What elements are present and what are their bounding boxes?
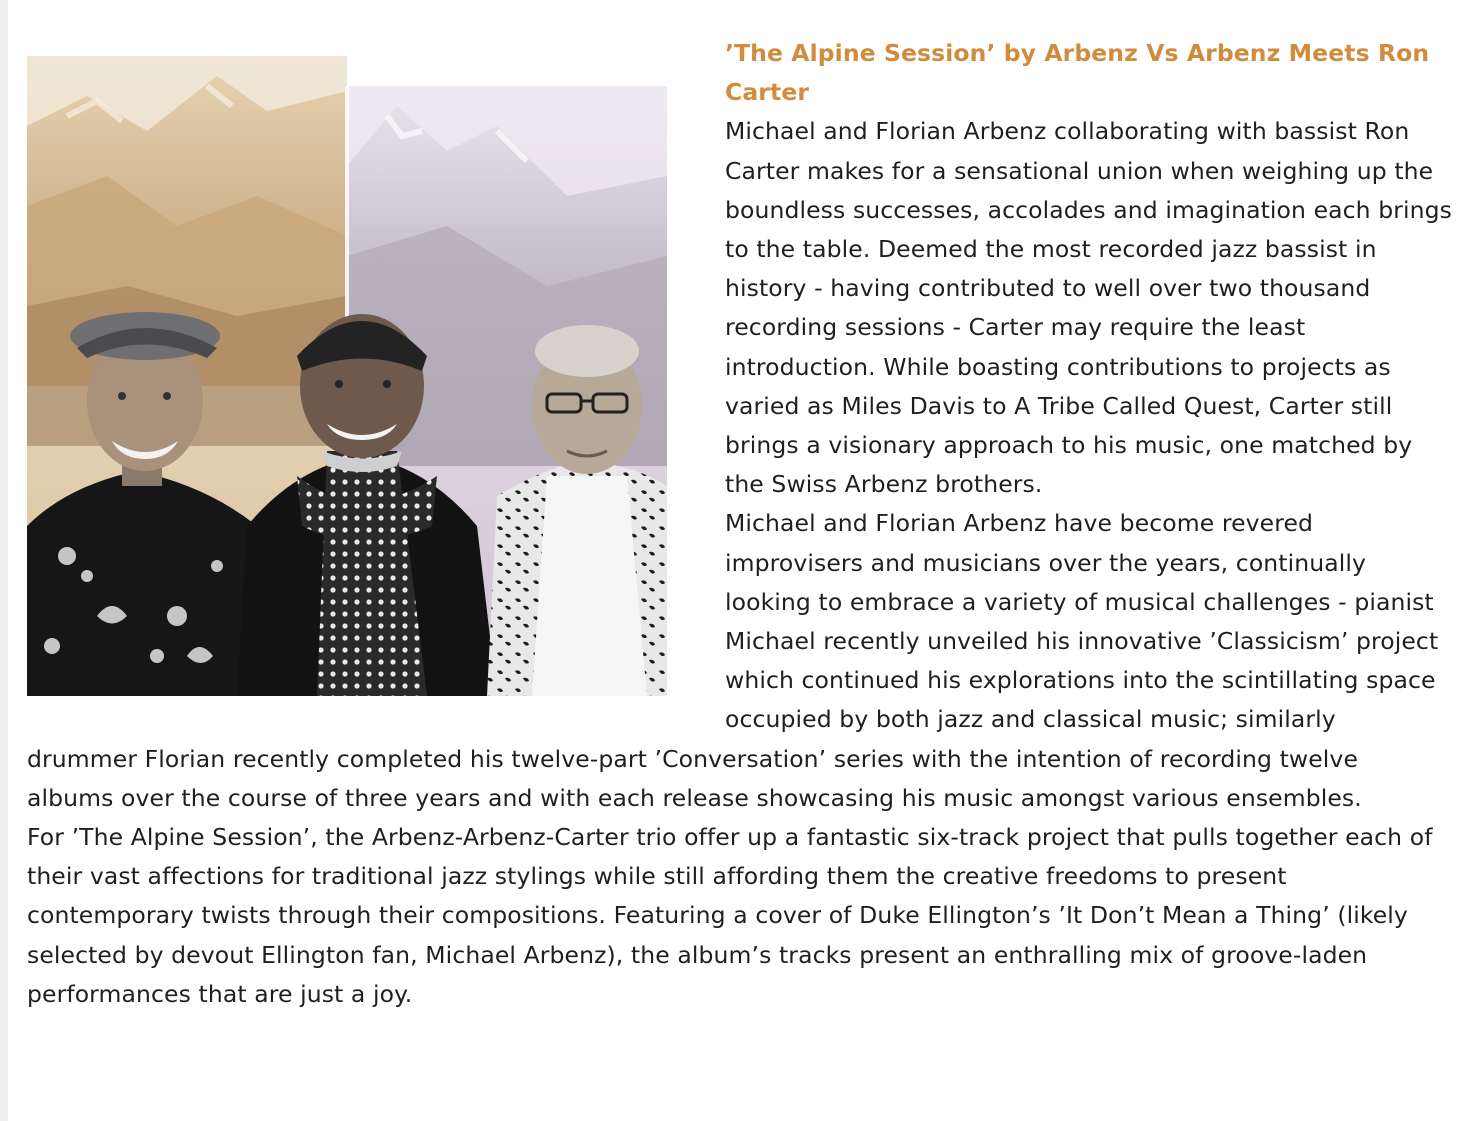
article-paragraph-3: For ’The Alpine Session’, the Arbenz-Arbenz-Carter trio offer up a fantastic six-track project that pulls together each of their vast affections for traditional jazz stylings while still affording them the creative freedoms to present contemporary twists through their compositions. Featuring a cover of Duke Ellington’s ’It Don’t Mean a Thing’ (likely selected by devout Ellington fan, Michael Arbenz), the album’s tracks present an enthralling mix of groove-laden performances that are just a joy. [27,823,1433,1008]
article-paragraph-1: Michael and Florian Arbenz collaborating with bassist Ron Carter makes for a sensational union when weighing up the boundless successes, accolades and imagination each brings to the table. Deemed the most recorded jazz bassist in history - having contributed to well over two thousand recording sessions - Carter may require the least introduction. While boasting contributions to projects as varied as Miles Davis to A Tribe Called Quest, Carter still brings a visionary approach to his music, one matched by the Swiss Arbenz brothers. [725,117,1452,499]
article-paragraph-2: Michael and Florian Arbenz have become revered improvisers and musicians over the years, continually looking to embrace a variety of musical challenges - pianist Michael recently unveiled his innovative ’Classicism’ project which continued his explorations into the scintillating space occupied by both jazz and classical music; similarly drummer Florian recently completed his twelve-part ’Conversation’ series with the intention of recording twelve albums over the course of three years and with each release showcasing his music amongst various ensembles. [27,509,1439,812]
article-title: ’The Alpine Session’ by Arbenz Vs Arbenz Meets Ron Carter [725,39,1430,107]
article [27,34,1452,1014]
trio-photo [27,56,667,696]
left-rail [0,0,8,1121]
